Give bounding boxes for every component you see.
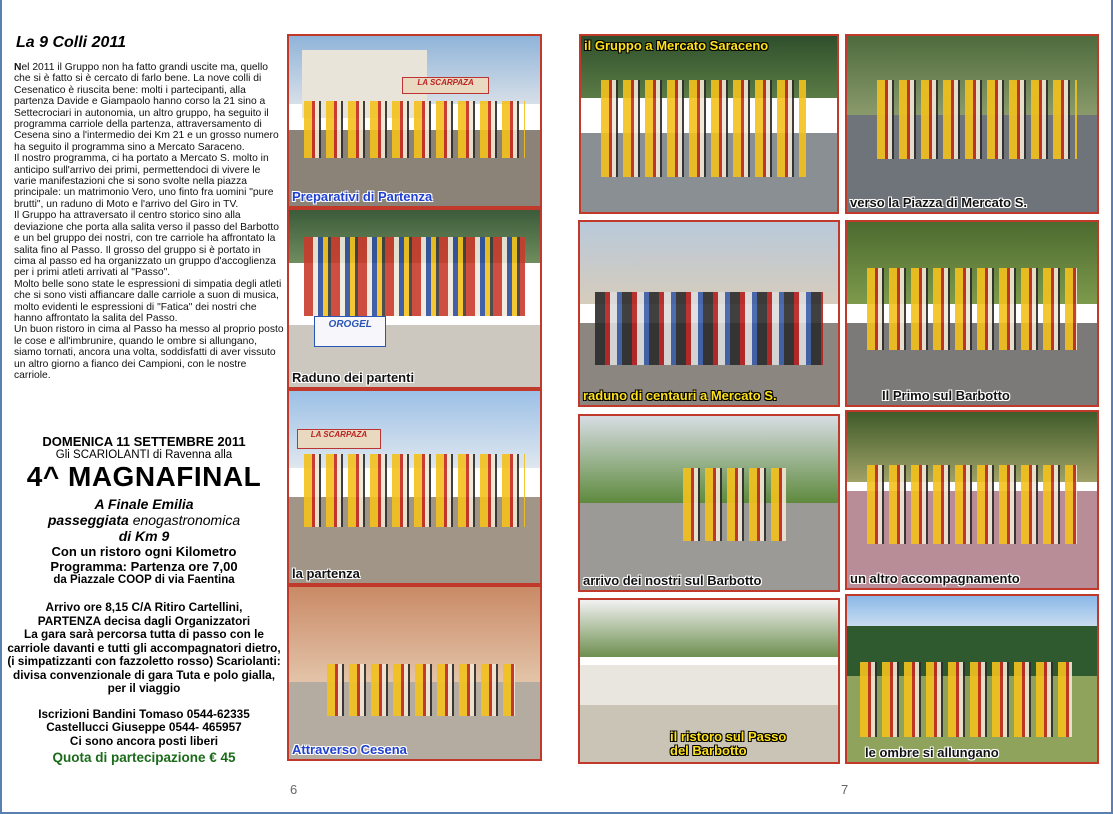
page-number-left: 6: [290, 782, 298, 797]
photo-caption: il ristoro sul Passo del Barbotto: [670, 729, 787, 758]
event-name: 4^ MAGNAFINAL: [26, 461, 262, 492]
photo-caption: arrivo dei nostri sul Barbotto: [583, 573, 762, 588]
banner: OROGEL: [314, 316, 386, 346]
event-contacts: [4, 708, 284, 766]
drop-letter: N: [14, 62, 22, 73]
photo-gruppo-mercato: [579, 34, 839, 214]
event-location: A Finale Emilia: [94, 496, 194, 512]
event-quota: Quota di partecipazione € 45: [52, 750, 236, 765]
event-organizer: Gli SCARIOLANTI di Ravenna alla: [55, 449, 233, 461]
photo-caption: un altro accompagnamento: [850, 571, 1020, 586]
photo-caption: Attraverso Cesena: [292, 742, 407, 757]
photo-verso-piazza: [845, 34, 1099, 214]
photo-caption: Il Primo sul Barbotto: [882, 388, 1010, 403]
photo-raduno-centauri: [578, 220, 840, 407]
event-rules: La gara sarà percorsa tutta di passo con le carriole davanti e tutti gli accompagnatori dietro, (i simpatizzanti con fazzoletto rosso) Scariolanti: divisa convenzionale di gara Tuta e polo gialla, per il viaggio: [7, 627, 281, 695]
photo-caption: Preparativi di Partenza: [292, 189, 433, 204]
photo-attraverso-cesena: [287, 585, 542, 761]
event-ristoro: Con un ristoro ogni Kilometro: [51, 544, 237, 559]
event-arrival: Arrivo ore 8,15 C/A Ritiro Cartellini,: [45, 600, 243, 614]
page-edge-left: [0, 0, 2, 814]
event-description: passeggiata enogastronomica: [47, 512, 241, 528]
contact-bandini: Iscrizioni Bandini Tomaso 0544-62335: [38, 706, 250, 721]
photo-caption: verso la Piazza di Mercato S.: [850, 195, 1028, 210]
photo-caption: Raduno dei partenti: [292, 370, 415, 385]
photo-caption: le ombre si allungano: [865, 745, 999, 760]
article-column: [14, 34, 284, 381]
event-announcement: [4, 434, 284, 765]
article-text: el 2011 il Gruppo non ha fatto grandi uscite ma, quello che si è fatto si è cercato di farlo bene. La nove colli di Cesenatico è riuscita bene: molti i partecipanti, alla partenza Davide e Giampaolo hanno corso la 21 sino a Settecrociari in autonomia, un altro gruppo, ha seguito il programma carriole della partenza, attraversamento di Cesena sino a l'intermedio dei Km 21 e un grosso numero ha seguito il programma sino a Mercato Saraceno. Il nostro programma, ci ha portato a Mercato S. molto in anticipo sull'arrivo dei primi, permettendoci di vivere le varie manifestazioni che si sono svolte nella piazza principale: un matrimonio Vero, uno finto fra uomini "pure brutti", un raduno di Moto e l'arrivo del Giro in TV. Il Gruppo ha attraversato il centro storico sino alla deviazione che porta alla salita verso il passo del Barbotto e un bel gruppo dei nostri, con tre carriole ha affrontato la salita fino al Passo. Il grosso del gruppo si è portato in cima al passo ed ha organizzato un gruppo d'accoglienza per i primi atleti arrivati al "Passo". Molto belle sono state le espressioni di simpatia degli atleti che si sono visti affiancare dalle carriole a suon di musica, molto evidenti le espressioni di "Fatica" dei nostri che hanno affrontato la salita del Passo. Un buon ristoro in cima al Passo ha messo al proprio posto le cose e all'imbrunire, quando le ombre si allungano, siamo tornati, ancora una volta, soddisfatti di aver vissuto un altro giorno a fianco dei Campioni, con le nostre carriole.: [14, 62, 284, 381]
article-body: [14, 62, 284, 381]
photo-ristoro-passo: [578, 598, 840, 764]
event-distance: di Km 9: [118, 528, 170, 544]
photo-caption: la partenza: [292, 566, 360, 581]
photo-raduno-partenti: [287, 208, 542, 389]
photo-arrivo-barbotto: [578, 414, 840, 592]
event-date: DOMENICA 11 SETTEMBRE 2011: [42, 434, 246, 449]
photo-primo-barbotto: [845, 220, 1099, 407]
places-available: Ci sono ancora posti liberi: [69, 733, 219, 748]
photo-preparativi: [287, 34, 542, 208]
event-program: Programma: Partenza ore 7,00: [50, 559, 238, 574]
event-start-place: da Piazzale COOP di via Faentina: [53, 574, 235, 586]
photo-ombre-allungano: [845, 594, 1099, 764]
photo-caption: raduno di centauri a Mercato S.: [583, 388, 777, 403]
banner: LA SCARPAZA: [297, 429, 382, 448]
photo-la-partenza: [287, 389, 542, 585]
article-title: La 9 Colli 2011: [16, 34, 126, 51]
contact-castellucci: Castellucci Giuseppe 0544- 465957: [46, 720, 242, 734]
event-partenza: PARTENZA decisa dagli Organizzatori: [37, 613, 251, 628]
photo-altro-accompagnamento: [845, 410, 1099, 590]
photo-caption: il Gruppo a Mercato Saraceno: [584, 38, 769, 53]
event-details: [4, 601, 284, 696]
banner: LA SCARPAZA: [402, 77, 489, 94]
page-number-right: 7: [841, 782, 849, 797]
